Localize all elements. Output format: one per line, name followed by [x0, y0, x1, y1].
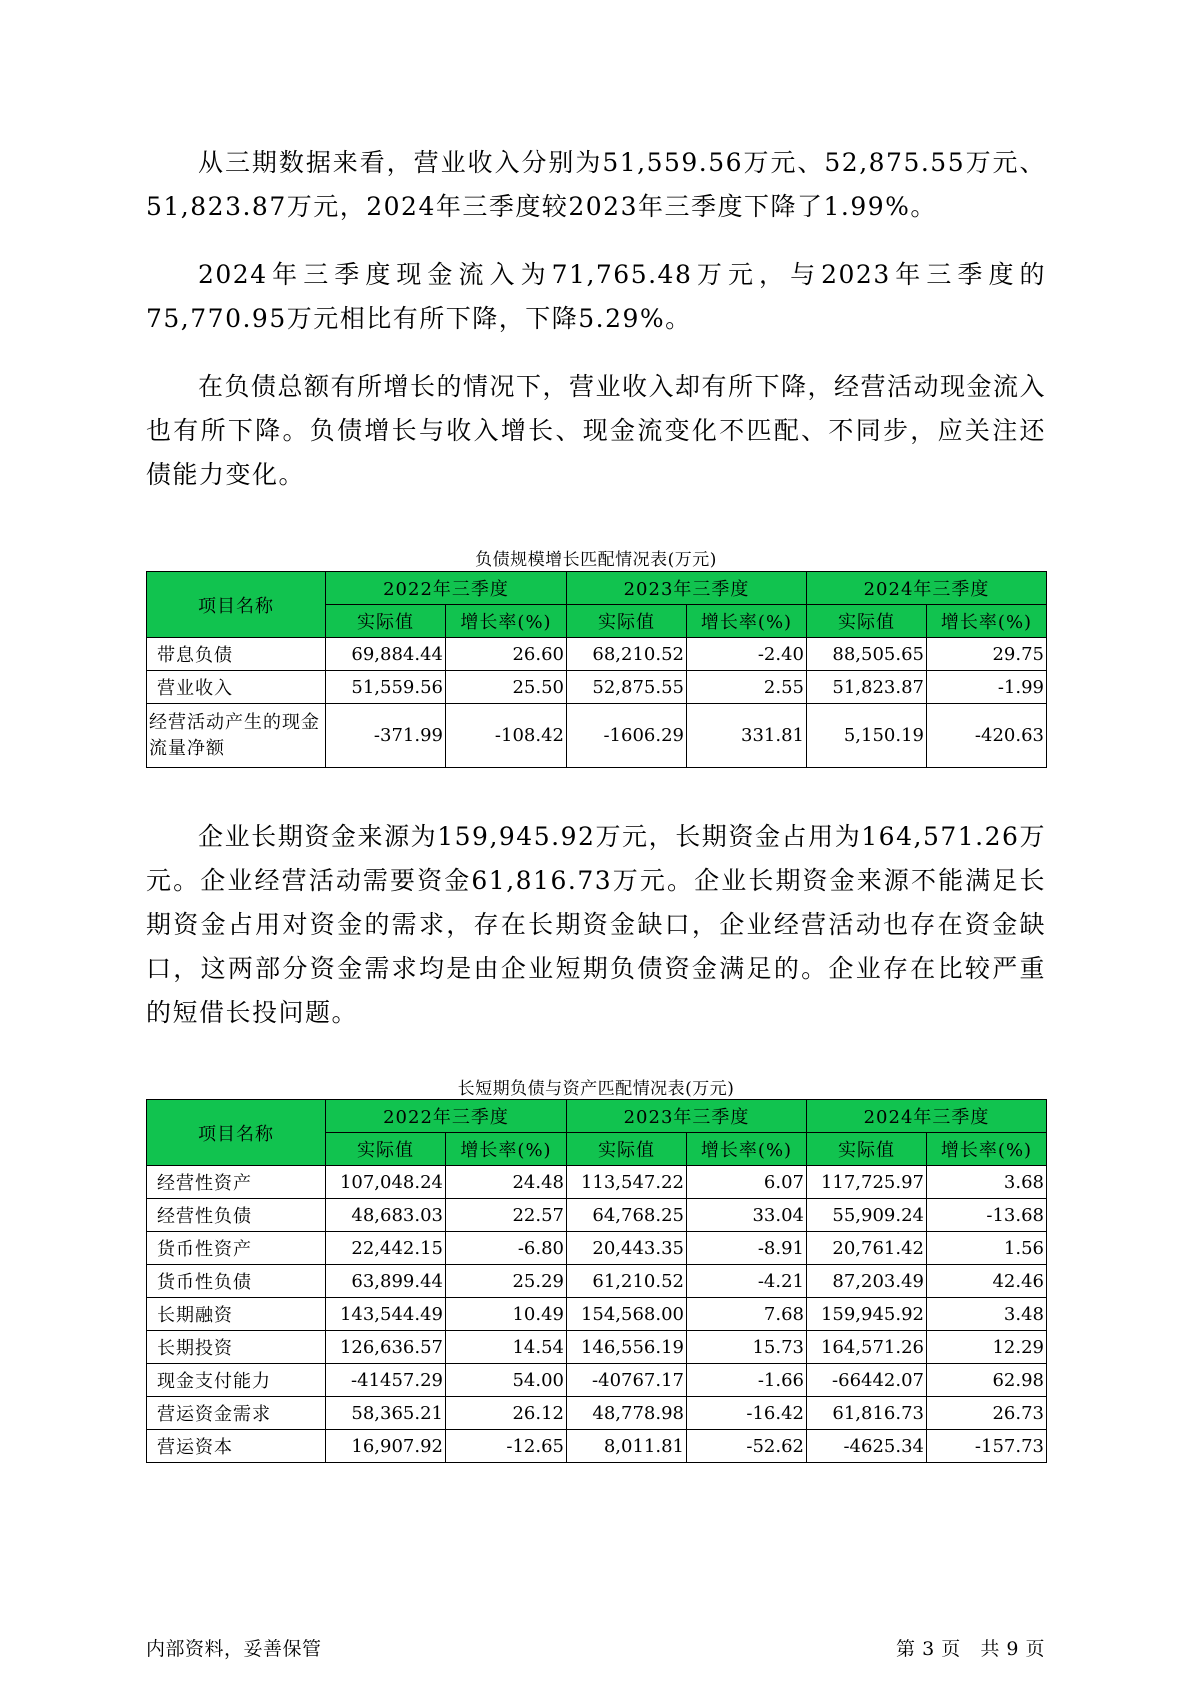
cell-growth: 54.00 — [446, 1364, 567, 1397]
cell-actual: 107,048.24 — [326, 1166, 446, 1199]
cell-actual: 52,875.55 — [567, 671, 687, 704]
cell-growth: -108.42 — [446, 704, 567, 768]
cell-actual: 5,150.19 — [807, 704, 927, 768]
cell-growth: -52.62 — [687, 1430, 807, 1463]
cell-actual: 8,011.81 — [567, 1430, 687, 1463]
subheader-growth: 增长率(%) — [446, 1133, 567, 1166]
debt-growth-table — [146, 571, 1047, 768]
table-row — [147, 1430, 1047, 1463]
cell-growth: 29.75 — [927, 638, 1047, 671]
subheader-actual: 实际值 — [807, 605, 927, 638]
table-row — [147, 1298, 1047, 1331]
cell-actual: 51,559.56 — [326, 671, 446, 704]
table2-caption: 长短期负债与资产匹配情况表(万元) — [457, 1079, 735, 1099]
cell-growth: -6.80 — [446, 1232, 567, 1265]
cell-actual: -41457.29 — [326, 1364, 446, 1397]
cell-growth: 6.07 — [687, 1166, 807, 1199]
cell-growth: 26.60 — [446, 638, 567, 671]
cell-actual: 48,683.03 — [326, 1199, 446, 1232]
subheader-growth: 增长率(%) — [687, 605, 807, 638]
cell-actual: 117,725.97 — [807, 1166, 927, 1199]
row-label: 营运资本 — [147, 1430, 326, 1463]
cell-actual: 61,210.52 — [567, 1265, 687, 1298]
row-label: 经营性负债 — [147, 1199, 326, 1232]
cell-actual: 20,443.35 — [567, 1232, 687, 1265]
cell-growth: -1.99 — [927, 671, 1047, 704]
period-header: 2024年三季度 — [807, 572, 1047, 605]
row-label: 长期融资 — [147, 1298, 326, 1331]
cell-growth: 1.56 — [927, 1232, 1047, 1265]
cell-growth: -13.68 — [927, 1199, 1047, 1232]
cell-actual: 61,816.73 — [807, 1397, 927, 1430]
cell-growth: 42.46 — [927, 1265, 1047, 1298]
cell-growth: 33.04 — [687, 1199, 807, 1232]
cell-actual: 22,442.15 — [326, 1232, 446, 1265]
period-header: 2022年三季度 — [326, 1100, 567, 1133]
subheader-actual: 实际值 — [807, 1133, 927, 1166]
period-header: 2022年三季度 — [326, 572, 567, 605]
cell-actual: 20,761.42 — [807, 1232, 927, 1265]
cell-growth: 7.68 — [687, 1298, 807, 1331]
cell-growth: 331.81 — [687, 704, 807, 768]
liability-asset-matching-table — [146, 1099, 1047, 1463]
cell-actual: 159,945.92 — [807, 1298, 927, 1331]
table-row — [147, 1166, 1047, 1199]
cell-growth: -2.40 — [687, 638, 807, 671]
cell-growth: 14.54 — [446, 1331, 567, 1364]
cell-growth: -420.63 — [927, 704, 1047, 768]
cell-growth: -8.91 — [687, 1232, 807, 1265]
row-label: 带息负债 — [147, 638, 326, 671]
cell-growth: 15.73 — [687, 1331, 807, 1364]
footer-page-number: 第 3 页 共 9 页 — [896, 1638, 1045, 1660]
cell-growth: 62.98 — [927, 1364, 1047, 1397]
cell-actual: 68,210.52 — [567, 638, 687, 671]
cell-actual: 58,365.21 — [326, 1397, 446, 1430]
cell-actual: 51,823.87 — [807, 671, 927, 704]
period-header: 2023年三季度 — [567, 572, 807, 605]
cell-actual: 64,768.25 — [567, 1199, 687, 1232]
subheader-actual: 实际值 — [567, 605, 687, 638]
cell-actual: 126,636.57 — [326, 1331, 446, 1364]
table-row — [147, 638, 1047, 671]
period-header: 2024年三季度 — [807, 1100, 1047, 1133]
row-label: 货币性负债 — [147, 1265, 326, 1298]
cell-growth: 26.12 — [446, 1397, 567, 1430]
subheader-actual: 实际值 — [326, 1133, 446, 1166]
cell-growth: -1.66 — [687, 1364, 807, 1397]
table-row — [147, 1199, 1047, 1232]
subheader-growth: 增长率(%) — [927, 1133, 1047, 1166]
cell-growth: -16.42 — [687, 1397, 807, 1430]
cell-growth: 24.48 — [446, 1166, 567, 1199]
cell-actual: -4625.34 — [807, 1430, 927, 1463]
row-label: 长期投资 — [147, 1331, 326, 1364]
subheader-actual: 实际值 — [326, 605, 446, 638]
cell-actual: 69,884.44 — [326, 638, 446, 671]
table-row — [147, 704, 1047, 768]
corner-header: 项目名称 — [147, 572, 326, 638]
table-row — [147, 1232, 1047, 1265]
cell-actual: 55,909.24 — [807, 1199, 927, 1232]
row-label: 经营活动产生的现金流量净额 — [147, 704, 326, 768]
cell-growth: 10.49 — [446, 1298, 567, 1331]
subheader-growth: 增长率(%) — [687, 1133, 807, 1166]
table-row — [147, 1331, 1047, 1364]
cell-actual: 16,907.92 — [326, 1430, 446, 1463]
row-label: 营业收入 — [147, 671, 326, 704]
table-row — [147, 1265, 1047, 1298]
cell-growth: 2.55 — [687, 671, 807, 704]
cell-growth: 22.57 — [446, 1199, 567, 1232]
cell-growth: 25.50 — [446, 671, 567, 704]
paragraph-capital-analysis: 企业长期资金来源为159,945.92万元，长期资金占用为164,571.26万元。企业经营活动需要资金61,816.73万元。企业长期资金来源不能满足长期资金占用对资金的需求，存在长期资金缺口，企业经营活动也存在资金缺口，这两部分资金需求均是由企业短期负债资金满足的。企业存在比较严重的短借长投问题。 — [146, 822, 1046, 1027]
cell-growth: 25.29 — [446, 1265, 567, 1298]
paragraph-revenue: 从三期数据来看，营业收入分别为51,559.56万元、52,875.55万元、51,823.87万元，2024年三季度较2023年三季度下降了1.99%。 — [146, 148, 1046, 221]
cell-actual: 143,544.49 — [326, 1298, 446, 1331]
cell-actual: 48,778.98 — [567, 1397, 687, 1430]
table-row — [147, 1364, 1047, 1397]
table-row — [147, 671, 1047, 704]
cell-actual: 146,556.19 — [567, 1331, 687, 1364]
cell-growth: 3.48 — [927, 1298, 1047, 1331]
cell-growth: -12.65 — [446, 1430, 567, 1463]
subheader-growth: 增长率(%) — [446, 605, 567, 638]
paragraph-debt-analysis: 在负债总额有所增长的情况下，营业收入却有所下降，经营活动现金流入也有所下降。负债增长与收入增长、现金流变化不匹配、不同步，应关注还债能力变化。 — [146, 372, 1047, 489]
table-row — [147, 1397, 1047, 1430]
paragraph-cash-inflow: 2024年三季度现金流入为71,765.48万元，与2023年三季度的75,770.95万元相比有所下降，下降5.29%。 — [146, 260, 1046, 333]
cell-growth: 3.68 — [927, 1166, 1047, 1199]
cell-actual: -1606.29 — [567, 704, 687, 768]
cell-actual: 87,203.49 — [807, 1265, 927, 1298]
cell-actual: 113,547.22 — [567, 1166, 687, 1199]
row-label: 经营性资产 — [147, 1166, 326, 1199]
cell-actual: 63,899.44 — [326, 1265, 446, 1298]
row-label: 货币性资产 — [147, 1232, 326, 1265]
period-header: 2023年三季度 — [567, 1100, 807, 1133]
subheader-actual: 实际值 — [567, 1133, 687, 1166]
cell-actual: 164,571.26 — [807, 1331, 927, 1364]
cell-actual: -371.99 — [326, 704, 446, 768]
cell-growth: 26.73 — [927, 1397, 1047, 1430]
table1-caption: 负债规模增长匹配情况表(万元) — [475, 550, 717, 570]
footer-confidential: 内部资料，妥善保管 — [146, 1638, 322, 1660]
cell-actual: 154,568.00 — [567, 1298, 687, 1331]
cell-actual: -40767.17 — [567, 1364, 687, 1397]
cell-growth: -157.73 — [927, 1430, 1047, 1463]
corner-header: 项目名称 — [147, 1100, 326, 1166]
cell-actual: -66442.07 — [807, 1364, 927, 1397]
row-label: 现金支付能力 — [147, 1364, 326, 1397]
cell-growth: -4.21 — [687, 1265, 807, 1298]
cell-growth: 12.29 — [927, 1331, 1047, 1364]
row-label: 营运资金需求 — [147, 1397, 326, 1430]
cell-actual: 88,505.65 — [807, 638, 927, 671]
subheader-growth: 增长率(%) — [927, 605, 1047, 638]
